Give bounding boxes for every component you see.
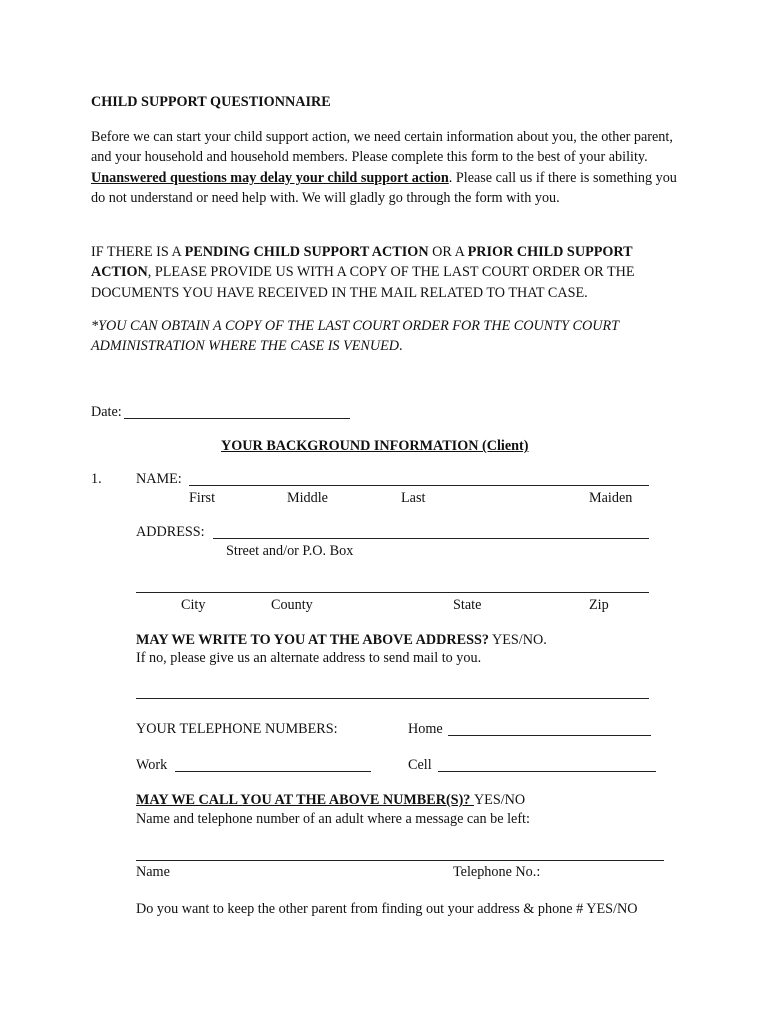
note-end: . <box>399 338 403 355</box>
intro-paragraph <box>91 127 686 209</box>
date-label: Date: <box>91 404 122 420</box>
address-caption: Street and/or P.O. Box <box>226 543 354 559</box>
message-contact-field[interactable] <box>136 860 664 861</box>
home-label: Home <box>408 721 443 737</box>
state-caption: State <box>453 597 482 613</box>
intro-emphasis: Unanswered questions may delay your child support action <box>91 169 449 186</box>
intro-text: Before we can start your child support action, we need certain information about you, the other parent, and your household and household members. Please complete this form to the best of your ability. <box>91 129 673 166</box>
zip-caption: Zip <box>589 597 609 613</box>
city-caption: City <box>181 597 206 613</box>
work-label: Work <box>136 757 168 773</box>
note-paragraph <box>91 316 686 357</box>
call-question <box>136 792 525 809</box>
section-title: YOUR BACKGROUND INFORMATION (Client) <box>221 438 529 454</box>
item-number: 1. <box>91 471 102 487</box>
cell-phone-field[interactable] <box>438 771 656 772</box>
message-label: Name and telephone number of an adult where a message can be left: <box>136 811 530 827</box>
work-phone-field[interactable] <box>175 771 371 772</box>
pending-text-b: PENDING CHILD SUPPORT ACTION <box>184 244 429 260</box>
pending-text-a: IF THERE IS A <box>91 244 185 260</box>
name-maiden-caption: Maiden <box>589 490 633 506</box>
name-last-caption: Last <box>401 490 426 506</box>
pending-text-d: PRIOR CHILD SUPPORT ACTION <box>91 244 633 281</box>
alt-address-field[interactable] <box>136 698 649 699</box>
call-yesno[interactable]: YES/NO <box>473 792 526 808</box>
message-name-caption: Name <box>136 864 170 880</box>
name-label: NAME: <box>136 471 182 487</box>
write-yesno[interactable]: YES/NO. <box>488 632 547 648</box>
address-label: ADDRESS: <box>136 524 205 540</box>
address-field[interactable] <box>213 538 649 539</box>
home-phone-field[interactable] <box>448 735 651 736</box>
message-tel-caption: Telephone No.: <box>453 864 541 880</box>
pending-text-e: , PLEASE PROVIDE US WITH A COPY OF THE LAST COURT ORDER OR THE DOCUMENTS YOU HAVE RECEIVED IN THE MAIL RELATED TO THAT CASE. <box>91 264 635 301</box>
note-text: *YOU CAN OBTAIN A COPY OF THE LAST COURT ORDER FOR THE COUNTY COURT ADMINISTRATION WHERE THE CASE IS VENUED <box>91 318 619 355</box>
name-first-caption: First <box>189 490 216 506</box>
city-line-field[interactable] <box>136 592 649 593</box>
pending-paragraph <box>91 242 686 303</box>
call-question-text: MAY WE CALL YOU AT THE ABOVE NUMBER(S)? <box>136 792 474 808</box>
name-middle-caption: Middle <box>287 490 328 506</box>
write-question-text: MAY WE WRITE TO YOU AT THE ABOVE ADDRESS? <box>136 632 489 648</box>
alt-address-label: If no, please give us an alternate address to send mail to you. <box>136 650 482 666</box>
intro-text-end: . Please call us if there is something you do not understand or need help with. We will gladly go through the form with you. <box>91 169 677 207</box>
date-field[interactable] <box>124 418 350 419</box>
cell-label: Cell <box>408 757 432 773</box>
write-question <box>136 632 547 649</box>
form-title: CHILD SUPPORT QUESTIONNAIRE <box>91 94 331 110</box>
phones-label: YOUR TELEPHONE NUMBERS: <box>136 721 338 737</box>
name-field[interactable] <box>189 485 649 486</box>
pending-text-c: OR A <box>428 244 468 260</box>
keep-private-question: Do you want to keep the other parent from finding out your address & phone # YES/NO <box>136 901 638 917</box>
county-caption: County <box>271 597 313 613</box>
